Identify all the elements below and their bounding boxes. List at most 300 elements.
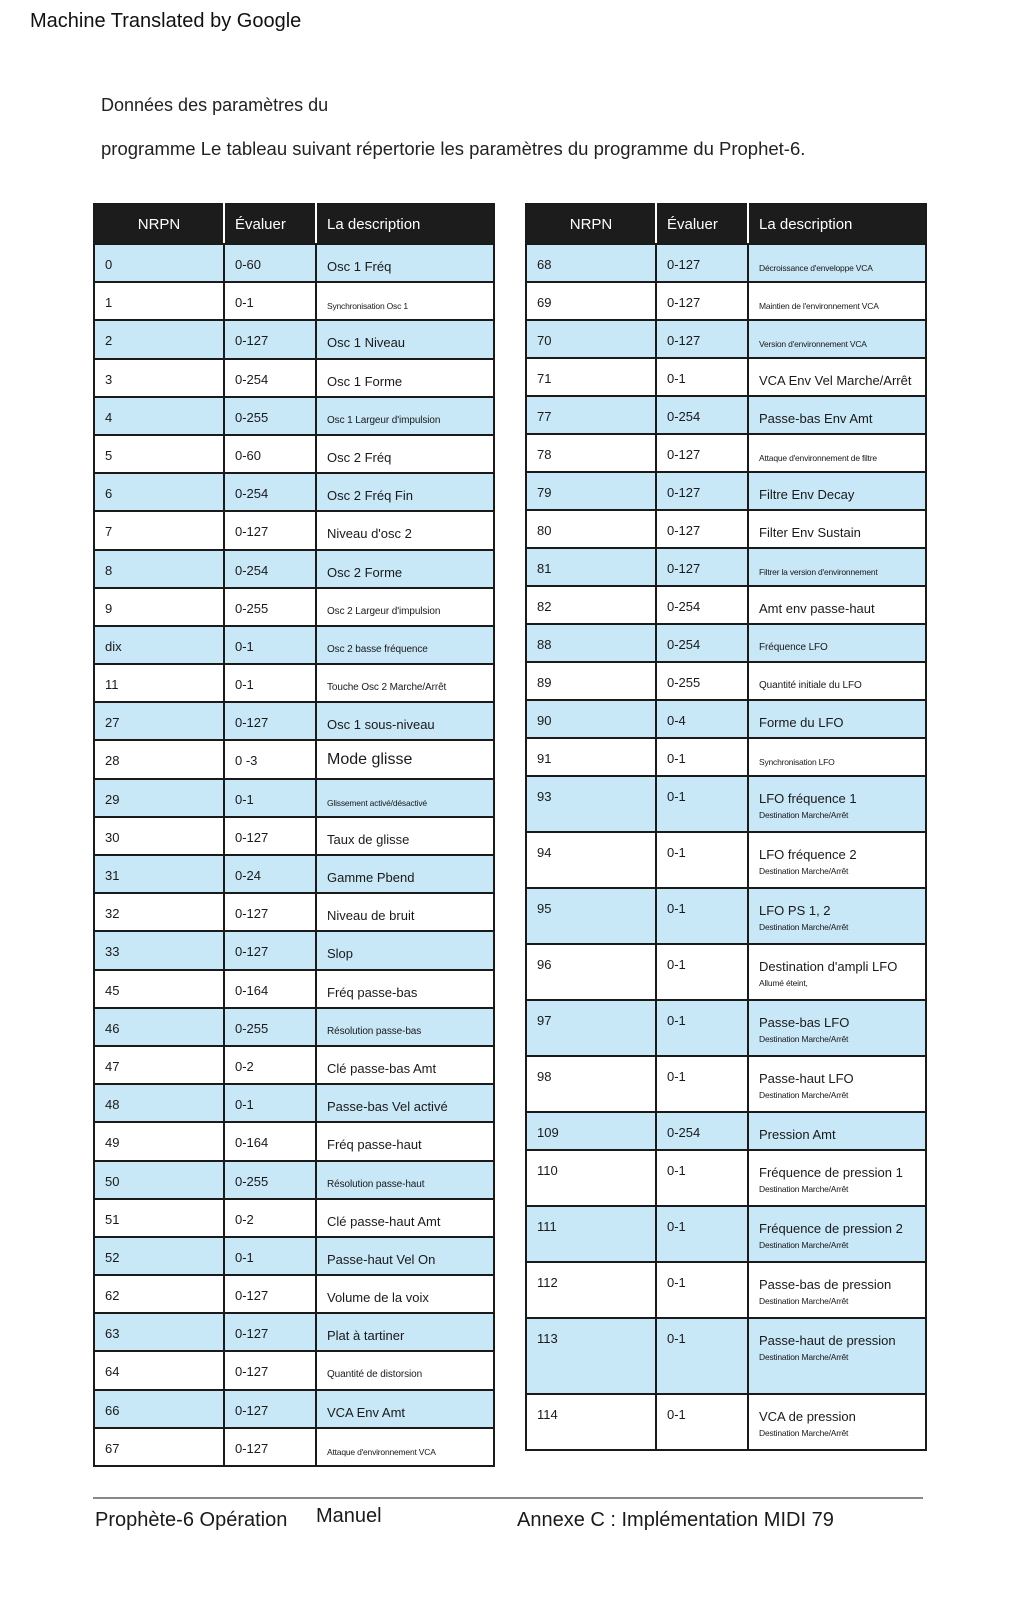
description-cell: [748, 624, 926, 662]
nrpn-cell: 67: [94, 1428, 224, 1466]
description-text: Niveau de bruit: [327, 908, 415, 924]
description-text: Forme du LFO: [759, 715, 844, 730]
description-cell: [316, 435, 494, 473]
description-text: Fréq passe-haut: [327, 1137, 422, 1153]
description-cell: [316, 931, 494, 969]
description-cell: [316, 588, 494, 626]
nrpn-cell: 96: [526, 944, 656, 1000]
nrpn-cell: 93: [526, 776, 656, 832]
description-text: Osc 2 Forme: [327, 564, 403, 580]
description-cell: [316, 970, 494, 1008]
value-cell: 0-127: [224, 1275, 316, 1313]
nrpn-cell: 50: [94, 1161, 224, 1199]
value-cell: 0-2: [224, 1199, 316, 1237]
value-cell: 0-1: [656, 1394, 748, 1450]
nrpn-cell: 52: [94, 1237, 224, 1275]
description-cell: [316, 397, 494, 435]
header-description: La description: [316, 204, 494, 244]
description-subtext: Destination Marche/Arrêt: [759, 1034, 849, 1044]
description-subtext: Destination Marche/Arrêt: [759, 1090, 849, 1100]
description-cell: [748, 358, 926, 396]
nrpn-cell: 51: [94, 1199, 224, 1237]
table-row: [526, 738, 926, 776]
table-row: [94, 1351, 494, 1389]
table-row: [526, 510, 926, 548]
value-cell: 0-255: [224, 1161, 316, 1199]
table-row: [526, 944, 926, 1000]
description-text: Glissement activé/désactivé: [327, 797, 427, 808]
description-text: Synchronisation Osc 1: [327, 301, 408, 312]
table-row: [526, 1150, 926, 1206]
value-cell: 0-24: [224, 855, 316, 893]
value-cell: 0-2: [224, 1046, 316, 1084]
description-cell: [748, 776, 926, 832]
nrpn-cell: 6: [94, 473, 224, 511]
table-row: [94, 817, 494, 855]
table-row: [94, 664, 494, 702]
description-cell: [748, 548, 926, 586]
value-cell: 0-254: [224, 550, 316, 588]
description-text: Osc 1 Fréq: [327, 259, 392, 274]
table-row: [94, 1237, 494, 1275]
description-subtext: Destination Marche/Arrêt: [759, 866, 849, 876]
value-cell: 0 -3: [224, 740, 316, 778]
description-subtext: Destination Marche/Arrêt: [759, 1428, 849, 1438]
description-text: Quantité de distorsion: [327, 1369, 423, 1381]
description-text: Clé passe-haut Amt: [327, 1213, 441, 1229]
description-cell: [316, 817, 494, 855]
description-cell: [748, 1150, 926, 1206]
table-row: [94, 740, 494, 778]
value-cell: 0-254: [656, 624, 748, 662]
value-cell: 0-1: [224, 779, 316, 817]
table-row: [526, 1318, 926, 1394]
value-cell: 0-127: [224, 1351, 316, 1389]
table-row: [94, 1199, 494, 1237]
nrpn-cell: 111: [526, 1206, 656, 1262]
description-cell: [748, 282, 926, 320]
nrpn-cell: 64: [94, 1351, 224, 1389]
table-row: [526, 1056, 926, 1112]
header-value: Évaluer: [656, 204, 748, 244]
description-text: Osc 1 Forme: [327, 373, 403, 389]
table-row: [526, 358, 926, 396]
nrpn-cell: 71: [526, 358, 656, 396]
description-cell: [316, 1161, 494, 1199]
value-cell: 0-1: [656, 944, 748, 1000]
value-cell: 0-1: [224, 1084, 316, 1122]
nrpn-cell: 79: [526, 472, 656, 510]
description-text: Passe-bas LFO: [759, 1015, 850, 1030]
description-text: Filtrer la version d'environnement: [759, 567, 878, 577]
value-cell: 0-127: [656, 434, 748, 472]
description-cell: [316, 1428, 494, 1466]
value-cell: 0-127: [656, 472, 748, 510]
description-cell: [316, 664, 494, 702]
value-cell: 0-1: [224, 282, 316, 320]
description-cell: [748, 1112, 926, 1150]
nrpn-cell: 27: [94, 702, 224, 740]
parameter-table-left: [93, 203, 495, 1467]
description-cell: [316, 893, 494, 931]
description-text: Fréquence LFO: [759, 642, 828, 653]
nrpn-cell: 80: [526, 510, 656, 548]
description-cell: [316, 244, 494, 282]
nrpn-cell: 109: [526, 1112, 656, 1150]
nrpn-cell: 112: [526, 1262, 656, 1318]
value-cell: 0-127: [224, 511, 316, 549]
value-cell: 0-127: [224, 702, 316, 740]
nrpn-cell: 33: [94, 931, 224, 969]
table-row: [526, 244, 926, 282]
description-text: Osc 2 Fréq: [327, 449, 392, 465]
nrpn-cell: 66: [94, 1390, 224, 1428]
table-row: [94, 702, 494, 740]
description-text: Passe-haut Vel On: [327, 1251, 436, 1267]
table-row: [94, 1046, 494, 1084]
value-cell: 0-255: [224, 588, 316, 626]
nrpn-cell: 29: [94, 779, 224, 817]
value-cell: 0-164: [224, 1122, 316, 1160]
description-cell: [748, 700, 926, 738]
table-row: [526, 548, 926, 586]
description-cell: [748, 472, 926, 510]
value-cell: 0-60: [224, 435, 316, 473]
table-row: [526, 1394, 926, 1450]
table-row: [94, 1275, 494, 1313]
table-row: [526, 776, 926, 832]
description-text: Filter Env Sustain: [759, 525, 861, 540]
right-table-body: [526, 244, 926, 1450]
description-subtext: Allumé éteint,: [759, 978, 808, 988]
value-cell: 0-254: [656, 1112, 748, 1150]
description-text: LFO fréquence 1: [759, 791, 857, 806]
nrpn-cell: 88: [526, 624, 656, 662]
table-row: [526, 434, 926, 472]
nrpn-cell: 48: [94, 1084, 224, 1122]
footer-section-page: Annexe C : Implémentation MIDI 79: [517, 1509, 834, 1531]
description-text: Fréq passe-bas: [327, 984, 418, 1000]
table-row: [94, 855, 494, 893]
description-cell: [748, 320, 926, 358]
description-text: Décroissance d'enveloppe VCA: [759, 263, 873, 273]
description-cell: [316, 1313, 494, 1351]
value-cell: 0-254: [656, 586, 748, 624]
nrpn-cell: 89: [526, 662, 656, 700]
value-cell: 0-255: [224, 1008, 316, 1046]
description-cell: [748, 244, 926, 282]
value-cell: 0-1: [224, 626, 316, 664]
nrpn-cell: dix: [94, 626, 224, 664]
nrpn-cell: 113: [526, 1318, 656, 1394]
table-row: [94, 1161, 494, 1199]
table-row: [94, 931, 494, 969]
description-cell: [316, 359, 494, 397]
description-cell: [316, 550, 494, 588]
description-subtext: Destination Marche/Arrêt: [759, 1184, 849, 1194]
description-cell: [748, 586, 926, 624]
description-cell: [316, 1237, 494, 1275]
description-text: Gamme Pbend: [327, 870, 415, 885]
table-row: [94, 244, 494, 282]
description-text: Maintien de l'environnement VCA: [759, 301, 879, 311]
description-cell: [316, 1390, 494, 1428]
value-cell: 0-1: [656, 1150, 748, 1206]
nrpn-cell: 94: [526, 832, 656, 888]
description-text: Plat à tartiner: [327, 1328, 405, 1344]
table-row: [94, 1428, 494, 1466]
description-cell: [748, 396, 926, 434]
description-text: Mode glisse: [327, 751, 413, 769]
value-cell: 0-127: [224, 893, 316, 931]
machine-translation-banner: Machine Translated by Google: [30, 10, 302, 32]
value-cell: 0-254: [224, 473, 316, 511]
description-cell: [748, 944, 926, 1000]
description-cell: [316, 282, 494, 320]
value-cell: 0-127: [224, 931, 316, 969]
header-description: La description: [748, 204, 926, 244]
nrpn-cell: 30: [94, 817, 224, 855]
nrpn-cell: 63: [94, 1313, 224, 1351]
table-row: [526, 472, 926, 510]
table-row: [526, 700, 926, 738]
nrpn-cell: 97: [526, 1000, 656, 1056]
description-text: Pression Amt: [759, 1127, 836, 1142]
description-text: Osc 1 Niveau: [327, 335, 406, 351]
description-text: Version d'environnement VCA: [759, 339, 867, 349]
description-text: Taux de glisse: [327, 831, 410, 847]
header-value: Évaluer: [224, 204, 316, 244]
description-cell: [316, 320, 494, 358]
table-row: [526, 396, 926, 434]
parameter-table-right: [525, 203, 927, 1451]
table-row: [526, 586, 926, 624]
value-cell: 0-254: [224, 359, 316, 397]
description-text: Amt env passe-haut: [759, 601, 875, 616]
description-text: Synchronisation LFO: [759, 757, 835, 767]
table-row: [526, 832, 926, 888]
description-cell: [748, 662, 926, 700]
value-cell: 0-1: [656, 1056, 748, 1112]
value-cell: 0-127: [656, 510, 748, 548]
header-nrpn: NRPN: [526, 204, 656, 244]
nrpn-cell: 45: [94, 970, 224, 1008]
description-text: Osc 2 Fréq Fin: [327, 488, 413, 504]
nrpn-cell: 5: [94, 435, 224, 473]
value-cell: 0-1: [656, 358, 748, 396]
description-text: Quantité initiale du LFO: [759, 680, 862, 691]
description-text: Clé passe-bas Amt: [327, 1060, 437, 1076]
description-text: Osc 1 Largeur d'impulsion: [327, 414, 441, 426]
table-row: [94, 893, 494, 931]
table-row: [94, 320, 494, 358]
nrpn-cell: 0: [94, 244, 224, 282]
description-text: Attaque d'environnement de filtre: [759, 453, 877, 463]
table-row: [94, 779, 494, 817]
description-cell: [748, 1000, 926, 1056]
table-row: [526, 624, 926, 662]
header-nrpn: NRPN: [94, 204, 224, 244]
description-text: Filtre Env Decay: [759, 487, 855, 502]
left-table-body: [94, 244, 494, 1466]
table-row: [526, 282, 926, 320]
nrpn-cell: 78: [526, 434, 656, 472]
nrpn-cell: 95: [526, 888, 656, 944]
description-text: Passe-haut LFO: [759, 1071, 854, 1086]
value-cell: 0-127: [656, 548, 748, 586]
value-cell: 0-255: [656, 662, 748, 700]
description-cell: [316, 1008, 494, 1046]
value-cell: 0-1: [224, 664, 316, 702]
nrpn-cell: 90: [526, 700, 656, 738]
nrpn-cell: 68: [526, 244, 656, 282]
value-cell: 0-1: [656, 1318, 748, 1394]
description-text: Destination d'ampli LFO: [759, 959, 898, 974]
table-row: [526, 320, 926, 358]
nrpn-cell: 70: [526, 320, 656, 358]
description-cell: [316, 740, 494, 778]
description-text: Touche Osc 2 Marche/Arrêt: [327, 682, 447, 694]
description-cell: [316, 702, 494, 740]
nrpn-cell: 82: [526, 586, 656, 624]
nrpn-cell: 47: [94, 1046, 224, 1084]
value-cell: 0-127: [656, 244, 748, 282]
description-cell: [748, 1056, 926, 1112]
nrpn-cell: 3: [94, 359, 224, 397]
value-cell: 0-1: [656, 1262, 748, 1318]
table-row: [94, 1122, 494, 1160]
intro-line-1: Données des paramètres du: [101, 95, 329, 115]
value-cell: 0-1: [656, 776, 748, 832]
table-row: [94, 1313, 494, 1351]
nrpn-cell: 4: [94, 397, 224, 435]
nrpn-cell: 32: [94, 893, 224, 931]
table-row: [94, 588, 494, 626]
nrpn-cell: 46: [94, 1008, 224, 1046]
footer-manual-word: Manuel: [316, 1505, 382, 1527]
description-cell: [748, 888, 926, 944]
nrpn-cell: 31: [94, 855, 224, 893]
footer-manual-title: Prophète-6 Opération: [95, 1509, 288, 1531]
table-row: [94, 359, 494, 397]
description-subtext: Destination Marche/Arrêt: [759, 922, 849, 932]
description-text: LFO PS 1, 2: [759, 903, 831, 918]
description-text: VCA Env Amt: [327, 1404, 406, 1420]
value-cell: 0-164: [224, 970, 316, 1008]
table-row: [526, 1206, 926, 1262]
description-text: Volume de la voix: [327, 1290, 429, 1306]
nrpn-cell: 81: [526, 548, 656, 586]
description-cell: [748, 832, 926, 888]
nrpn-cell: 11: [94, 664, 224, 702]
table-row: [526, 1112, 926, 1150]
nrpn-cell: 77: [526, 396, 656, 434]
table-row: [94, 1390, 494, 1428]
nrpn-cell: 98: [526, 1056, 656, 1112]
nrpn-cell: 2: [94, 320, 224, 358]
description-cell: [316, 779, 494, 817]
description-cell: [316, 1122, 494, 1160]
value-cell: 0-127: [656, 320, 748, 358]
value-cell: 0-127: [224, 1313, 316, 1351]
nrpn-cell: 91: [526, 738, 656, 776]
nrpn-cell: 7: [94, 511, 224, 549]
table-row: [526, 888, 926, 944]
description-cell: [316, 1084, 494, 1122]
description-subtext: Destination Marche/Arrêt: [759, 1240, 849, 1250]
description-cell: [316, 1046, 494, 1084]
nrpn-cell: 28: [94, 740, 224, 778]
description-cell: [748, 1394, 926, 1450]
description-text: Osc 2 basse fréquence: [327, 643, 428, 655]
table-header-row: [94, 204, 494, 244]
value-cell: 0-254: [656, 396, 748, 434]
description-text: Niveau d'osc 2: [327, 526, 412, 542]
table-row: [94, 550, 494, 588]
description-text: Fréquence de pression 1: [759, 1165, 903, 1180]
nrpn-cell: 9: [94, 588, 224, 626]
description-cell: [748, 510, 926, 548]
value-cell: 0-127: [224, 1428, 316, 1466]
description-text: LFO fréquence 2: [759, 847, 857, 862]
table-row: [94, 970, 494, 1008]
description-text: Résolution passe-haut: [327, 1178, 425, 1190]
table-row: [94, 511, 494, 549]
description-cell: [748, 1318, 926, 1394]
table-row: [94, 1008, 494, 1046]
description-cell: [316, 473, 494, 511]
description-subtext: Destination Marche/Arrêt: [759, 1296, 849, 1306]
table-row: [94, 1084, 494, 1122]
nrpn-cell: 69: [526, 282, 656, 320]
description-subtext: Destination Marche/Arrêt: [759, 810, 849, 820]
value-cell: 0-1: [656, 1206, 748, 1262]
value-cell: 0-127: [224, 817, 316, 855]
description-text: Passe-bas Env Amt: [759, 411, 873, 426]
description-subtext: Destination Marche/Arrêt: [759, 1352, 849, 1362]
value-cell: 0-4: [656, 700, 748, 738]
table-row: [94, 473, 494, 511]
nrpn-cell: 114: [526, 1394, 656, 1450]
description-cell: [316, 1351, 494, 1389]
table-row: [526, 662, 926, 700]
description-text: Fréquence de pression 2: [759, 1221, 903, 1236]
nrpn-cell: 8: [94, 550, 224, 588]
value-cell: 0-1: [656, 1000, 748, 1056]
description-cell: [316, 626, 494, 664]
description-text: VCA Env Vel Marche/Arrêt: [759, 373, 912, 388]
value-cell: 0-127: [224, 1390, 316, 1428]
description-text: Passe-bas Vel activé: [327, 1099, 448, 1115]
description-cell: [316, 511, 494, 549]
description-text: Passe-bas de pression: [759, 1277, 892, 1292]
description-text: Slop: [327, 946, 354, 962]
nrpn-cell: 1: [94, 282, 224, 320]
value-cell: 0-255: [224, 397, 316, 435]
description-cell: [316, 1275, 494, 1313]
table-row: [94, 282, 494, 320]
table-row: [526, 1262, 926, 1318]
nrpn-cell: 110: [526, 1150, 656, 1206]
description-text: Osc 1 sous-niveau: [327, 717, 435, 733]
description-cell: [316, 855, 494, 893]
value-cell: 0-1: [656, 832, 748, 888]
description-text: Osc 2 Largeur d'impulsion: [327, 605, 441, 617]
value-cell: 0-127: [656, 282, 748, 320]
value-cell: 0-1: [224, 1237, 316, 1275]
description-cell: [748, 1206, 926, 1262]
description-cell: [748, 738, 926, 776]
